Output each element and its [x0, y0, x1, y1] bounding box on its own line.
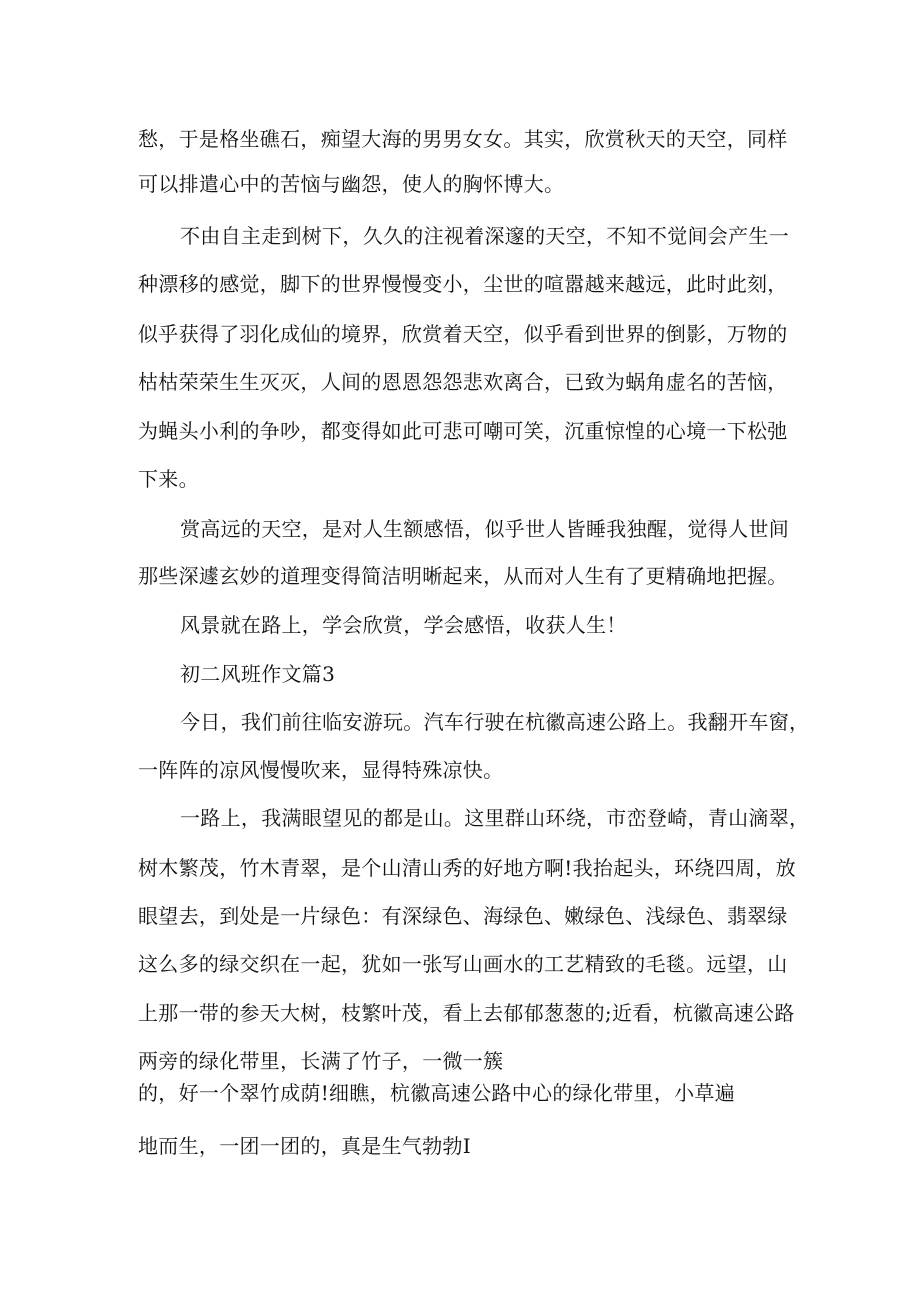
text-line: 的，好一个翠竹成荫!细瞧，杭徽高速公路中心的绿化带里，小草遍 — [138, 1081, 736, 1105]
paragraph-first-line: 不由自主走到树下，久久的注视着深邃的天空，不知不觉间会产生一 — [180, 224, 789, 248]
text-line: 一阵阵的凉风慢慢吹来，显得特殊凉快。 — [138, 758, 504, 782]
paragraph-first-line: 风景就在路上，学会欣赏，学会感悟，收获人生！ — [180, 613, 627, 637]
paragraph-first-line: 一路上，我满眼望见的都是山。这里群山环绕，市峦登崎，青山滴翠， — [180, 806, 810, 830]
text-line: 上那一带的参天大树，枝繁叶茂，看上去郁郁葱葱的;近看，杭徽高速公路 — [138, 1001, 795, 1025]
paragraph-first-line: 今日，我们前往临安游玩。汽车行驶在杭徽高速公路上。我翻开车窗， — [180, 710, 810, 734]
text-line: 两旁的绿化带里，长满了竹子，一微一簇 — [138, 1049, 504, 1073]
paragraph-first-line: 赏高远的天空，是对人生额感悟，似乎世人皆睡我独醒，觉得人世间 — [180, 517, 789, 541]
text-line: 下来。 — [138, 467, 199, 491]
text-line: 似乎获得了羽化成仙的境界，欣赏着天空，似乎看到世界的倒影，万物的 — [138, 322, 788, 346]
text-line: 种漂移的感觉，脚下的世界慢慢变小，尘世的喧嚣越来越远，此时此刻， — [138, 272, 788, 296]
text-line: 眼望去，到处是一片绿色：有深绿色、海绿色、嫩绿色、浅绿色、翡翠绿 — [138, 904, 788, 928]
text-line: 可以排遣心中的苦恼与幽怨，使人的胸怀博大。 — [138, 172, 565, 196]
text-line: 地而生，一团一团的，真是生气勃勃I — [138, 1134, 471, 1158]
text-line: 愁，于是格坐礁石，痴望大海的男男女女。其实，欣赏秋天的天空，同样 — [138, 127, 788, 151]
text-line: 为蝇头小利的争吵，都变得如此可悲可嘲可笑，沉重惊惶的心境一下松弛 — [138, 419, 788, 443]
text-line: 这么多的绿交织在一起，犹如一张写山画水的工艺精致的毛毯。远望，山 — [138, 952, 788, 976]
text-line: 那些深遽玄妙的道理变得简洁明晰起来，从而对人生有了更精确地把握。 — [138, 564, 788, 588]
section-heading: 初二风班作文篇3 — [180, 662, 336, 686]
text-line: 枯枯荣荣生生灭灭，人间的恩恩怨怨悲欢离合，已致为蜗角虚名的苦恼， — [138, 370, 788, 394]
text-line: 树木繁茂，竹木青翠，是个山清山秀的好地方啊!我抬起头，环绕四周，放 — [138, 856, 796, 880]
